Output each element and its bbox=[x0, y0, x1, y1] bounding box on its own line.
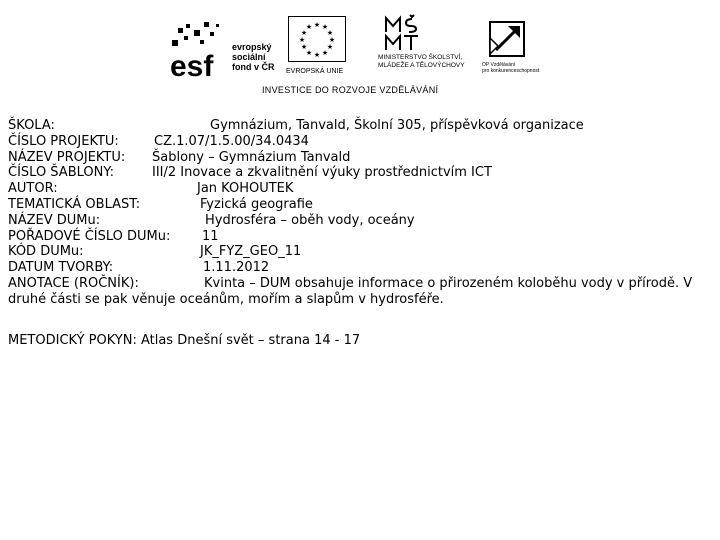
info-label: DATUM TVORBY: bbox=[8, 260, 114, 276]
info-row-template-number bbox=[8, 165, 714, 181]
info-value: Hydrosféra – oběh vody, oceány bbox=[205, 212, 415, 228]
info-label: NÁZEV DUMu: bbox=[8, 212, 101, 228]
info-row-creation-date bbox=[8, 260, 714, 276]
svg-text:★: ★ bbox=[300, 29, 308, 37]
svg-text:★: ★ bbox=[326, 29, 334, 37]
svg-text:★: ★ bbox=[305, 49, 313, 57]
op-logo bbox=[482, 18, 540, 74]
eu-flag-icon bbox=[288, 16, 346, 62]
method-note: METODICKÝ POKYN: Atlas Dnešní svět – strana 14 - 17 bbox=[8, 333, 361, 348]
op-arrow-icon bbox=[486, 18, 530, 60]
document-info bbox=[8, 118, 714, 308]
eu-logo bbox=[286, 16, 346, 75]
info-value: III/2 Inovace a zkvalitnění výuky prostřednictvím ICT bbox=[152, 165, 492, 181]
info-row-dum-code bbox=[8, 244, 714, 260]
info-row-school bbox=[8, 118, 714, 134]
svg-text:★: ★ bbox=[313, 51, 321, 59]
info-row-author bbox=[8, 181, 714, 197]
info-value: Šablony – Gymnázium Tanvald bbox=[152, 149, 351, 165]
msmt-icon bbox=[382, 14, 432, 54]
svg-text:★: ★ bbox=[313, 21, 321, 29]
info-value: 11 bbox=[202, 228, 219, 244]
svg-text:★: ★ bbox=[305, 23, 313, 31]
op-caption: OP Vzdělávání pro konkurenceschopnost bbox=[482, 62, 540, 74]
svg-text:★: ★ bbox=[328, 36, 336, 44]
info-label: AUTOR: bbox=[8, 181, 58, 197]
info-label: POŘADOVÉ ČÍSLO DUMu: bbox=[8, 228, 171, 244]
esf-icon bbox=[170, 20, 228, 78]
info-value: Jan KOHOUTEK bbox=[197, 181, 294, 197]
info-row-project-number bbox=[8, 134, 714, 150]
info-label: ČÍSLO PROJEKTU: bbox=[8, 133, 119, 149]
info-label: NÁZEV PROJEKTU: bbox=[8, 149, 126, 165]
esf-subtitle: evropský sociální fond v ČR bbox=[232, 42, 275, 72]
esf-mark-text: esf bbox=[170, 50, 214, 78]
info-row-sequence-number bbox=[8, 229, 714, 245]
info-label: ANOTACE (ROČNÍK): bbox=[8, 275, 139, 291]
eu-caption: EVROPSKÁ UNIE bbox=[286, 68, 344, 75]
svg-text:★: ★ bbox=[300, 43, 308, 51]
info-value: CZ.1.07/1.5.00/34.0434 bbox=[154, 133, 309, 149]
svg-text:★: ★ bbox=[321, 23, 329, 31]
esf-logo bbox=[170, 20, 275, 78]
info-row-dum-name bbox=[8, 213, 714, 229]
svg-text:★: ★ bbox=[326, 43, 334, 51]
investment-tagline: INVESTICE DO ROZVOJE VZDĚLÁVÁNÍ bbox=[262, 85, 439, 95]
info-row-project-name bbox=[8, 150, 714, 166]
info-value: Fyzická geografie bbox=[200, 196, 313, 212]
info-label: KÓD DUMu: bbox=[8, 244, 84, 260]
info-value: Gymnázium, Tanvald, Školní 305, příspěvková organizace bbox=[210, 118, 584, 133]
info-label: ŠKOLA: bbox=[8, 118, 55, 133]
svg-text:★: ★ bbox=[321, 49, 329, 57]
info-value: 1.11.2012 bbox=[203, 260, 270, 276]
info-label: ČÍSLO ŠABLONY: bbox=[8, 165, 114, 181]
svg-text:★: ★ bbox=[298, 36, 306, 44]
msmt-caption: MINISTERSTVO ŠKOLSTVÍ, MLÁDEŽE A TĚLOVÝCHOVY bbox=[378, 54, 465, 69]
logo-banner bbox=[170, 14, 560, 98]
info-row-topic-area bbox=[8, 197, 714, 213]
info-value: JK_FYZ_GEO_11 bbox=[200, 244, 302, 260]
info-value: Kvinta – DUM obsahuje informace o přirozeném koloběhu vody v přírodě. V druhé části se pak věnuje oceánům, mořím a slapům v hydrosféře. bbox=[8, 275, 693, 307]
info-row-annotation bbox=[8, 276, 714, 308]
info-label: TEMATICKÁ OBLAST: bbox=[8, 196, 141, 212]
msmt-logo bbox=[378, 14, 465, 69]
